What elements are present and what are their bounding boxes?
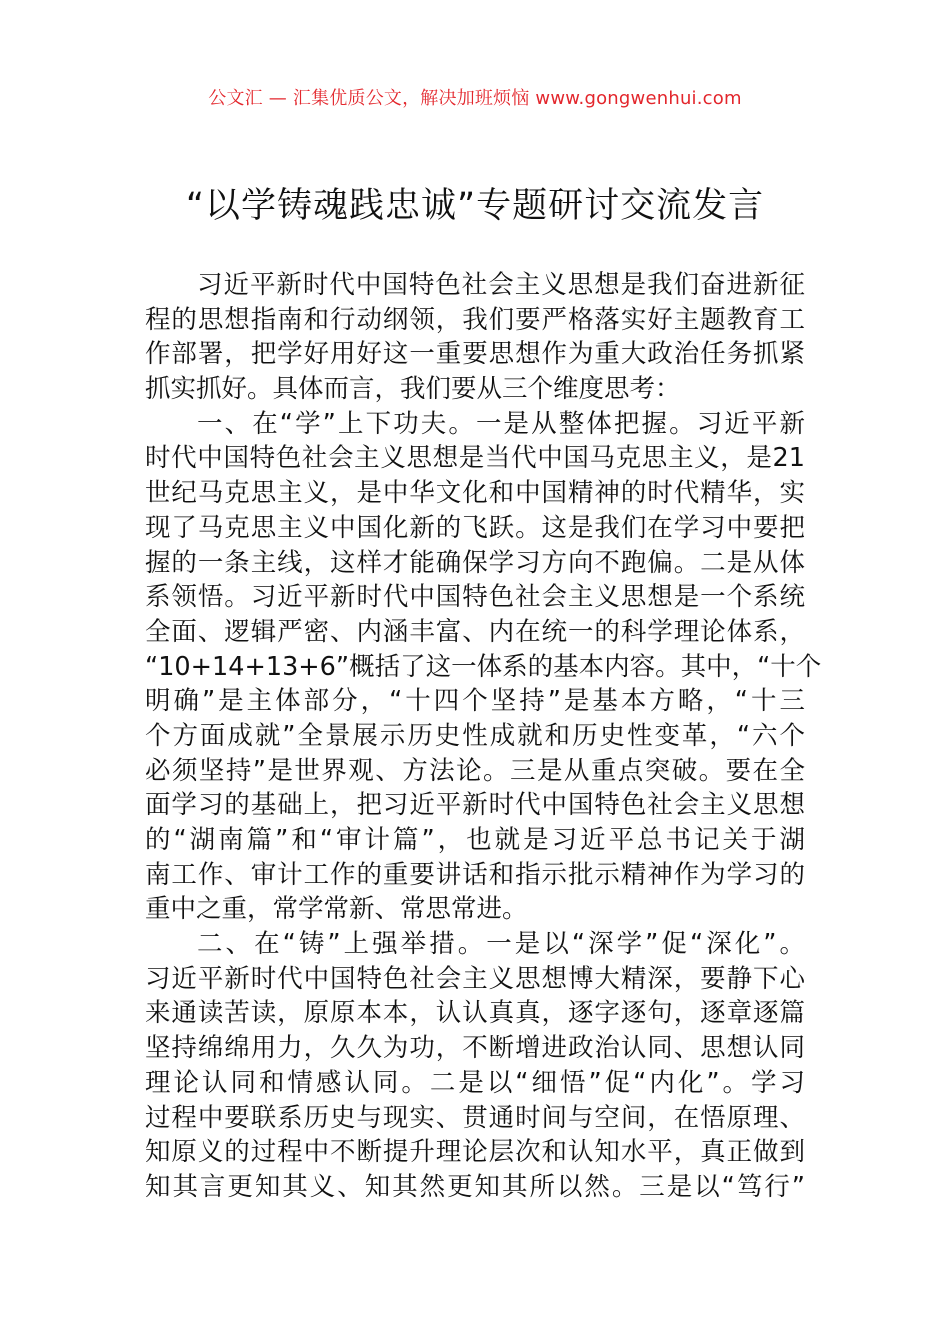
paragraph-line: 习近平新时代中国特色社会主义思想是我们奋进新征	[197, 270, 805, 300]
paragraph-line: 明确”是主体部分，“十四个坚持”是基本方略，“十三	[145, 686, 805, 717]
watermark-header: 公文汇 — 汇集优质公文，解决加班烦恼 www.gongwenhui.com	[208, 88, 742, 109]
paragraph-line: 南工作、审计工作的重要讲话和指示批示精神作为学习的	[145, 859, 805, 890]
document-body	[145, 268, 822, 1205]
document-title: “以学铸魂践忠诚”专题研讨交流发言	[185, 186, 765, 226]
paragraph-line: 个方面成就”全景展示历史性成就和历史性变革，“六个	[145, 720, 805, 751]
paragraph-line: 必须坚持”是世界观、方法论。三是从重点突破。要在全	[145, 755, 805, 786]
paragraph-line: 二、在“铸”上强举措。一是以“深学”促“深化”。	[197, 929, 805, 960]
paragraph-line: 握的一条主线，这样才能确保学习方向不跑偏。二是从体	[145, 547, 805, 578]
paragraph-line: 现了马克思主义中国化新的飞跃。这是我们在学习中要把	[145, 512, 805, 543]
paragraph-line: 重中之重，常学常新、常思常进。	[145, 894, 528, 925]
paragraph-line: 来通读苦读，原原本本，认认真真，逐字逐句，逐章逐篇	[145, 998, 805, 1029]
paragraph-line: 抓实抓好。具体而言，我们要从三个维度思考：	[145, 374, 681, 405]
paragraph-line: 知原义的过程中不断提升理论层次和认知水平，真正做到	[145, 1137, 805, 1168]
paragraph-line: 习近平新时代中国特色社会主义思想博大精深，要静下心	[145, 963, 805, 994]
paragraph-line: 系领悟。习近平新时代中国特色社会主义思想是一个系统	[145, 582, 805, 613]
paragraph-line: 全面、逻辑严密、内涵丰富、内在统一的科学理论体系，	[145, 616, 805, 647]
paragraph-line: 知其言更知其义、知其然更知其所以然。三是以“笃行”	[145, 1171, 805, 1202]
paragraph-line: 理论认同和情感认同。二是以“细悟”促“内化”。学习	[145, 1067, 805, 1098]
paragraph-line: 程的思想指南和行动纲领，我们要严格落实好主题教育工	[145, 304, 805, 335]
paragraph-line: 过程中要联系历史与现实、贯通时间与空间，在悟原理、	[145, 1102, 805, 1133]
paragraph-line: 世纪马克思主义，是中华文化和中国精神的时代精华，实	[145, 478, 805, 509]
paragraph-line: 的“湖南篇”和“审计篇”，也就是习近平总书记关于湖	[145, 825, 805, 855]
paragraph-line: “10+14+13+6”概括了这一体系的基本内容。其中，“十个	[145, 651, 822, 682]
paragraph-line: 一、在“学”上下功夫。一是从整体把握。习近平新	[197, 408, 805, 439]
paragraph-line: 作部署，把学好用好这一重要思想作为重大政治任务抓紧	[145, 339, 805, 370]
paragraph-line: 面学习的基础上，把习近平新时代中国特色社会主义思想	[145, 790, 805, 821]
paragraph-line: 时代中国特色社会主义思想是当代中国马克思主义，是21	[145, 443, 805, 474]
paragraph-line: 坚持绵绵用力，久久为功，不断增进政治认同、思想认同	[145, 1033, 805, 1064]
